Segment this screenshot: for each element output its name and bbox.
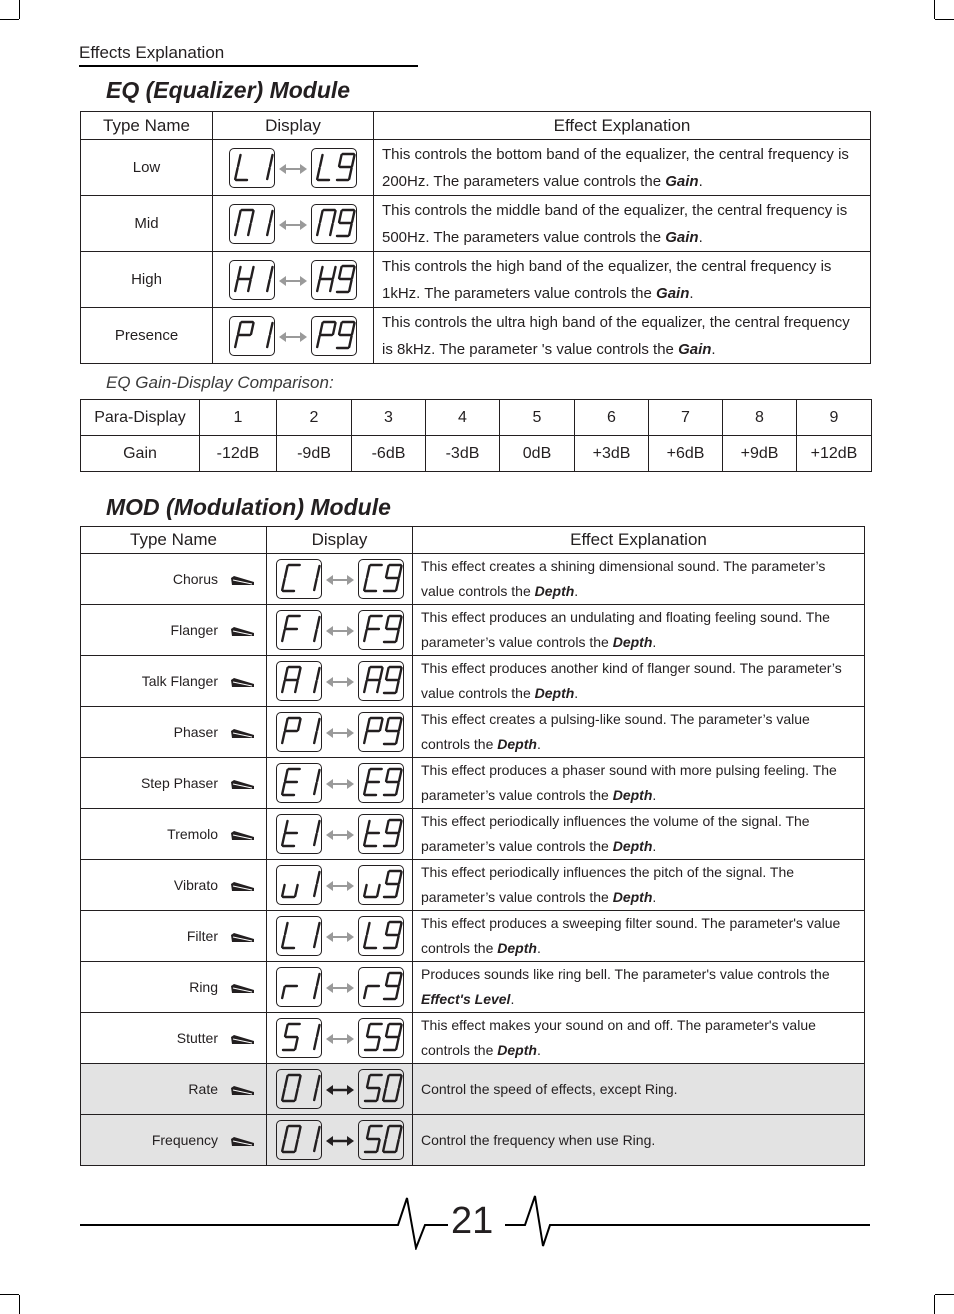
mod-header-row: [81, 527, 865, 554]
mod-type-name-cell: [81, 554, 267, 605]
segment-display-range: [267, 610, 412, 650]
mod-header-display: Display: [267, 527, 413, 554]
mod-type-name-cell: [81, 809, 267, 860]
mod-type-name: Tremolo: [167, 826, 218, 842]
gain-value: -3dB: [426, 436, 500, 472]
explanation-tail: .: [536, 940, 541, 956]
foot-pedal-icon: [230, 931, 256, 943]
mod-explanation: [413, 962, 865, 1013]
foot-pedal-icon: [230, 829, 256, 841]
mod-explanation: [413, 1013, 865, 1064]
mod-row: [81, 1115, 865, 1166]
mod-explanation: [413, 1064, 865, 1115]
explanation-text: This controls the bottom band of the equalizer, the central frequency is 200Hz. The parameters value controls the: [382, 145, 849, 190]
segment-display-to: [358, 763, 404, 803]
double-arrow-icon: [326, 624, 354, 636]
mod-display-cell: [267, 860, 413, 911]
segment-display-to: [311, 148, 357, 188]
footer-wave-right: [505, 1196, 870, 1246]
eq-display-cell: [213, 308, 374, 364]
explanation-text: This effect produces another kind of flanger sound. The parameter’s value controls the: [421, 660, 842, 701]
mod-row: [81, 911, 865, 962]
gain-comparison-table: [80, 399, 872, 472]
eq-display-cell: [213, 252, 374, 308]
mod-type-name-cell: [81, 860, 267, 911]
double-arrow-icon: [326, 1083, 354, 1095]
explanation-tail: .: [698, 172, 703, 190]
explanation-emphasis: Depth: [497, 1042, 537, 1058]
eq-display-cell: [213, 196, 374, 252]
eq-row: [81, 140, 871, 196]
mod-type-name: Flanger: [170, 622, 218, 638]
segment-display-to: [358, 559, 404, 599]
mod-explanation: [413, 860, 865, 911]
mod-type-name-cell: [81, 962, 267, 1013]
mod-row: [81, 1013, 865, 1064]
footer-wave-left: [80, 1198, 448, 1248]
para-value: 5: [500, 400, 575, 436]
explanation-emphasis: Gain: [665, 228, 699, 246]
mod-row: [81, 860, 865, 911]
page-number: 21: [451, 1200, 494, 1242]
mod-type-name: Vibrato: [173, 877, 218, 893]
mod-type-name: Chorus: [172, 571, 218, 587]
segment-display-range: [267, 1120, 412, 1160]
crop-mark: [934, 0, 935, 19]
segment-display-from: [276, 661, 322, 701]
explanation-emphasis: Depth: [612, 634, 653, 650]
crop-mark: [935, 1294, 954, 1295]
mod-display-cell: [267, 1115, 413, 1166]
eq-row: [81, 196, 871, 252]
crop-mark: [934, 1295, 935, 1314]
mod-display-cell: [267, 809, 413, 860]
gain-value: +12dB: [797, 436, 872, 472]
explanation-tail: .: [689, 284, 694, 302]
double-arrow-icon: [326, 675, 354, 687]
mod-display-cell: [267, 1064, 413, 1115]
explanation-tail: .: [652, 634, 657, 650]
segment-display-from: [229, 148, 275, 188]
mod-header-type: Type Name: [81, 527, 267, 554]
foot-pedal-icon: [230, 676, 256, 688]
para-value: 9: [797, 400, 872, 436]
gain-value: +9dB: [723, 436, 797, 472]
explanation-tail: .: [652, 889, 657, 905]
segment-display-range: [267, 967, 412, 1007]
explanation-text: This effect produces a sweeping filter sound. The parameter's value controls the: [421, 915, 841, 956]
segment-display-range: [267, 712, 412, 752]
segment-display-range: [267, 661, 412, 701]
segment-display-range: [213, 316, 373, 356]
mod-display-cell: [267, 911, 413, 962]
explanation-text: Produces sounds like ring bell. The parameter's value controls the: [421, 966, 830, 982]
segment-display-range: [267, 1069, 412, 1109]
explanation-text: This effect periodically influences the pitch of the signal. The parameter’s value controls the: [421, 864, 795, 905]
explanation-emphasis: Gain: [678, 340, 712, 358]
segment-display-from: [229, 316, 275, 356]
explanation-text: This effect periodically influences the volume of the signal. The parameter’s value controls the: [421, 813, 810, 854]
double-arrow-icon: [326, 879, 354, 891]
mod-display-cell: [267, 962, 413, 1013]
eq-table: [80, 111, 871, 364]
eq-row: [81, 252, 871, 308]
segment-display-range: [267, 763, 412, 803]
explanation-tail: .: [536, 736, 541, 752]
crop-mark: [0, 1294, 19, 1295]
mod-display-cell: [267, 605, 413, 656]
mod-display-cell: [267, 758, 413, 809]
double-arrow-icon: [326, 930, 354, 942]
double-arrow-icon: [326, 726, 354, 738]
eq-module-title: EQ (Equalizer) Module: [106, 77, 351, 103]
explanation-text: This effect creates a shining dimensional sound. The parameter’s value controls the: [421, 558, 826, 599]
eq-header-explanation: Effect Explanation: [374, 112, 871, 140]
eq-display-cell: [213, 140, 374, 196]
double-arrow-icon: [326, 828, 354, 840]
explanation-tail: .: [574, 583, 579, 599]
mod-explanation: [413, 605, 865, 656]
explanation-emphasis: Depth: [497, 940, 537, 956]
segment-display-to: [311, 260, 357, 300]
double-arrow-icon: [279, 274, 307, 286]
mod-type-name: Rate: [188, 1081, 218, 1097]
para-value: 7: [649, 400, 723, 436]
segment-display-from: [276, 865, 322, 905]
mod-display-cell: [267, 656, 413, 707]
mod-module-title: MOD (Modulation) Module: [106, 494, 391, 520]
segment-display-range: [213, 148, 373, 188]
explanation-tail: .: [652, 787, 657, 803]
explanation-tail: .: [536, 1042, 541, 1058]
explanation-tail: .: [574, 685, 579, 701]
explanation-emphasis: Gain: [656, 284, 690, 302]
explanation-text: This effect creates a pulsing-like sound. The parameter’s value controls the: [421, 711, 810, 752]
mod-explanation: [413, 911, 865, 962]
segment-display-range: [267, 814, 412, 854]
mod-type-name: Phaser: [173, 724, 218, 740]
explanation-text: This effect makes your sound on and off. The parameter's value controls the: [421, 1017, 816, 1058]
explanation-text: Control the speed of effects, except Ring.: [421, 1080, 678, 1097]
double-arrow-icon: [326, 1134, 354, 1146]
segment-display-from: [276, 712, 322, 752]
mod-type-name: Frequency: [151, 1132, 218, 1148]
crop-mark: [19, 1295, 20, 1314]
eq-row: [81, 308, 871, 364]
eq-type-name: Mid: [81, 196, 213, 252]
explanation-emphasis: Depth: [612, 787, 653, 803]
crop-mark: [19, 0, 20, 19]
explanation-emphasis: Depth: [612, 889, 653, 905]
mod-row: [81, 656, 865, 707]
segment-display-from: [276, 916, 322, 956]
crop-mark: [0, 19, 19, 20]
para-value: 4: [426, 400, 500, 436]
explanation-emphasis: Gain: [665, 172, 699, 190]
mod-type-name-cell: [81, 1064, 267, 1115]
mod-row: [81, 1064, 865, 1115]
segment-display-from: [276, 763, 322, 803]
explanation-text: This controls the ultra high band of the equalizer, the central frequency is 8kHz. The parameter 's value controls the: [382, 313, 850, 358]
mod-type-name: Step Phaser: [140, 775, 218, 791]
segment-display-to: [358, 1120, 404, 1160]
segment-display-range: [213, 260, 373, 300]
explanation-text: This effect produces a phaser sound with more pulsing feeling. The parameter’s value controls the: [421, 762, 837, 803]
gain-value: -12dB: [200, 436, 277, 472]
gain-row: [81, 436, 872, 472]
mod-type-name-cell: [81, 1013, 267, 1064]
section-label: Effects Explanation: [79, 43, 225, 62]
mod-display-cell: [267, 554, 413, 605]
mod-type-name-cell: [81, 656, 267, 707]
eq-header-display: Display: [213, 112, 374, 140]
segment-display-to: [358, 967, 404, 1007]
mod-explanation: [413, 1115, 865, 1166]
mod-explanation: [413, 809, 865, 860]
foot-pedal-icon: [230, 1033, 256, 1045]
para-value: 8: [723, 400, 797, 436]
mod-row: [81, 962, 865, 1013]
double-arrow-icon: [279, 162, 307, 174]
segment-display-range: [267, 1018, 412, 1058]
mod-row: [81, 809, 865, 860]
header-rule: [79, 65, 418, 67]
eq-explanation: [374, 308, 871, 364]
segment-display-from: [276, 1018, 322, 1058]
segment-display-to: [358, 814, 404, 854]
eq-type-name: Presence: [81, 308, 213, 364]
mod-type-name: Talk Flanger: [141, 673, 218, 689]
mod-explanation: [413, 758, 865, 809]
explanation-tail: .: [711, 340, 716, 358]
explanation-text: This controls the high band of the equalizer, the central frequency is 1kHz. The parameters value controls the: [382, 257, 832, 302]
para-value: 3: [352, 400, 426, 436]
gain-value: -9dB: [277, 436, 352, 472]
mod-display-cell: [267, 1013, 413, 1064]
para-row: [81, 400, 872, 436]
double-arrow-icon: [326, 981, 354, 993]
double-arrow-icon: [279, 330, 307, 342]
mod-type-name-cell: [81, 605, 267, 656]
segment-display-to: [358, 865, 404, 905]
segment-display-from: [229, 260, 275, 300]
mod-row: [81, 554, 865, 605]
foot-pedal-icon: [230, 982, 256, 994]
foot-pedal-icon: [230, 778, 256, 790]
explanation-emphasis: Depth: [497, 736, 537, 752]
explanation-text: This effect produces an undulating and floating feeling sound. The parameter’s value controls the: [421, 609, 830, 650]
mod-type-name-cell: [81, 1115, 267, 1166]
mod-explanation: [413, 656, 865, 707]
double-arrow-icon: [279, 218, 307, 230]
eq-explanation: [374, 252, 871, 308]
mod-type-name: Stutter: [176, 1030, 218, 1046]
segment-display-from: [276, 559, 322, 599]
segment-display-to: [358, 916, 404, 956]
foot-pedal-icon: [230, 625, 256, 637]
mod-explanation: [413, 554, 865, 605]
explanation-emphasis: Depth: [534, 685, 575, 701]
gain-value: +6dB: [649, 436, 723, 472]
explanation-emphasis: Effect's Level: [421, 991, 511, 1007]
segment-display-to: [311, 316, 357, 356]
gain-value: +3dB: [575, 436, 649, 472]
explanation-emphasis: Depth: [534, 583, 575, 599]
mod-explanation: [413, 707, 865, 758]
mod-type-name: Ring: [189, 979, 218, 995]
segment-display-range: [213, 204, 373, 244]
mod-header-explanation: Effect Explanation: [413, 527, 865, 554]
segment-display-from: [276, 967, 322, 1007]
foot-pedal-icon: [230, 1084, 256, 1096]
explanation-tail: .: [652, 838, 657, 854]
mod-table: [80, 526, 865, 1166]
para-value: 2: [277, 400, 352, 436]
segment-display-to: [358, 1069, 404, 1109]
segment-display-to: [311, 204, 357, 244]
segment-display-from: [276, 814, 322, 854]
eq-type-name: Low: [81, 140, 213, 196]
explanation-text: Control the frequency when use Ring.: [421, 1131, 656, 1148]
segment-display-from: [229, 204, 275, 244]
eq-header-row: [81, 112, 871, 140]
foot-pedal-icon: [230, 880, 256, 892]
segment-display-to: [358, 661, 404, 701]
mod-type-name: Filter: [186, 928, 218, 944]
para-value: 1: [200, 400, 277, 436]
eq-explanation: [374, 140, 871, 196]
mod-row: [81, 707, 865, 758]
explanation-emphasis: Depth: [612, 838, 653, 854]
explanation-tail: .: [510, 991, 515, 1007]
gain-value: 0dB: [500, 436, 575, 472]
eq-type-name: High: [81, 252, 213, 308]
para-row-label: Para-Display: [81, 400, 200, 436]
segment-display-from: [276, 1120, 322, 1160]
gain-comparison-caption: EQ Gain-Display Comparison:: [106, 373, 334, 392]
mod-row: [81, 758, 865, 809]
eq-explanation: [374, 196, 871, 252]
gain-row-label: Gain: [81, 436, 200, 472]
mod-type-name-cell: [81, 758, 267, 809]
foot-pedal-icon: [230, 727, 256, 739]
crop-mark: [935, 19, 954, 20]
mod-type-name-cell: [81, 911, 267, 962]
segment-display-to: [358, 712, 404, 752]
mod-row: [81, 605, 865, 656]
explanation-text: This controls the middle band of the equalizer, the central frequency is 500Hz. The parameters value controls the: [382, 201, 848, 246]
segment-display-range: [267, 559, 412, 599]
double-arrow-icon: [326, 777, 354, 789]
foot-pedal-icon: [230, 1135, 256, 1147]
segment-display-range: [267, 865, 412, 905]
foot-pedal-icon: [230, 574, 256, 586]
double-arrow-icon: [326, 1032, 354, 1044]
segment-display-range: [267, 916, 412, 956]
segment-display-to: [358, 610, 404, 650]
explanation-tail: .: [698, 228, 703, 246]
mod-display-cell: [267, 707, 413, 758]
segment-display-from: [276, 1069, 322, 1109]
para-value: 6: [575, 400, 649, 436]
segment-display-to: [358, 1018, 404, 1058]
eq-header-type: Type Name: [81, 112, 213, 140]
segment-display-from: [276, 610, 322, 650]
mod-type-name-cell: [81, 707, 267, 758]
gain-value: -6dB: [352, 436, 426, 472]
double-arrow-icon: [326, 573, 354, 585]
